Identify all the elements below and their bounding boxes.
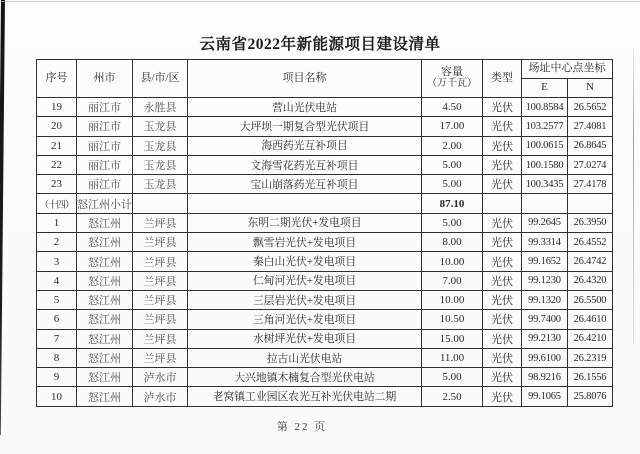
cell-latitude: 26.4742	[568, 252, 613, 271]
cell-county: 玉龙县	[133, 136, 188, 155]
cell-longitude: 99.1065	[522, 387, 568, 406]
cell-project-name: 文海雪花药光互补项目	[188, 155, 422, 174]
table-row	[37, 290, 613, 309]
cell-capacity: 5.00	[422, 155, 483, 174]
cell-county: 兰坪县	[133, 310, 188, 329]
cell-latitude: 27.4178	[568, 175, 613, 194]
cell-county	[133, 194, 188, 213]
cell-county: 玉龙县	[133, 155, 188, 174]
cell-latitude: 26.4552	[568, 233, 613, 252]
cell-index: 7	[37, 329, 77, 348]
cell-type: 光伏	[483, 252, 522, 271]
cell-type: 光伏	[483, 290, 522, 309]
cell-latitude: 26.4210	[568, 329, 613, 348]
cell-prefecture: 怒江州	[77, 213, 133, 232]
cell-longitude: 99.1320	[522, 290, 568, 309]
cell-latitude: 26.2319	[568, 348, 613, 367]
table-row	[37, 98, 613, 117]
cell-index: 2	[37, 233, 77, 252]
cell-latitude: 26.5652	[568, 98, 613, 117]
table-row	[37, 213, 613, 232]
cell-index: 9	[37, 368, 77, 387]
table-row	[37, 310, 613, 329]
table-row	[37, 233, 613, 252]
page-number: 第 22 页	[276, 421, 328, 433]
cell-project-name: 宝山崩落药光互补项目	[188, 175, 422, 194]
cell-prefecture: 怒江州	[77, 387, 133, 406]
cell-latitude: 26.8645	[568, 136, 613, 155]
cell-type: 光伏	[483, 155, 522, 174]
cell-index: 6	[37, 310, 77, 329]
cell-capacity: 11.00	[422, 348, 483, 367]
cell-latitude: 26.3950	[568, 213, 613, 232]
cell-capacity: 7.00	[422, 271, 483, 290]
cell-index: 8	[37, 348, 77, 367]
cell-project-name: 三角河光伏+发电项目	[188, 310, 422, 329]
projects-table	[36, 59, 613, 407]
cell-longitude: 99.7400	[522, 310, 568, 329]
cell-prefecture: 丽江市	[77, 117, 133, 136]
cell-index: 20	[37, 117, 77, 136]
cell-county: 泸水市	[133, 368, 188, 387]
cell-prefecture: 丽江市	[77, 136, 133, 155]
cell-longitude: 103.2577	[522, 117, 568, 136]
cell-county: 兰坪县	[133, 271, 188, 290]
table-row	[37, 155, 613, 174]
cell-longitude: 100.0615	[522, 136, 568, 155]
cell-prefecture: 丽江市	[77, 155, 133, 174]
cell-capacity: 15.00	[422, 329, 483, 348]
cell-county: 兰坪县	[133, 329, 188, 348]
table-body	[37, 98, 613, 407]
header-county: 县/市/区	[133, 60, 188, 98]
cell-latitude: 25.8076	[568, 387, 613, 406]
cell-index: 1	[37, 213, 77, 232]
cell-prefecture: 怒江州	[77, 348, 133, 367]
table-row	[37, 368, 613, 387]
document-title: 云南省2022年新能源项目建设清单	[199, 36, 441, 53]
cell-prefecture: 怒江州	[77, 233, 133, 252]
cell-county: 兰坪县	[133, 348, 188, 367]
cell-longitude: 99.2130	[522, 329, 568, 348]
header-capacity-line1: 容量	[441, 66, 463, 79]
cell-longitude: 98.9216	[522, 368, 568, 387]
cell-index: 21	[37, 136, 77, 155]
scan-right-edge-artifact	[633, 48, 634, 344]
header-longitude-e: E	[522, 79, 568, 98]
cell-prefecture: 丽江市	[77, 98, 133, 117]
cell-capacity: 5.00	[422, 175, 483, 194]
cell-type	[483, 194, 522, 213]
cell-prefecture: 怒江州	[77, 290, 133, 309]
table-row	[37, 252, 613, 271]
cell-capacity: 5.00	[422, 368, 483, 387]
cell-county: 永胜县	[133, 98, 188, 117]
table-row	[37, 136, 613, 155]
cell-capacity: 10.00	[422, 290, 483, 309]
cell-index: 23	[37, 175, 77, 194]
cell-index: 5	[37, 290, 77, 309]
cell-capacity: 17.00	[422, 117, 483, 136]
cell-project-name: 拉古山光伏电站	[188, 348, 422, 367]
cell-type: 光伏	[483, 271, 522, 290]
cell-longitude: 100.1580	[522, 155, 568, 174]
cell-project-name: 水树坪光伏+发电项目	[188, 329, 422, 348]
cell-type: 光伏	[483, 136, 522, 155]
cell-latitude: 27.0274	[568, 155, 613, 174]
projects-table-container	[36, 59, 613, 407]
cell-index: （十四）	[37, 194, 77, 213]
cell-longitude: 99.3314	[522, 233, 568, 252]
cell-longitude: 99.1230	[522, 271, 568, 290]
cell-prefecture: 怒江州	[77, 271, 133, 290]
header-index: 序号	[37, 60, 77, 98]
cell-project-name: 老窝镇工业园区农光互补光伏电站二期	[188, 387, 422, 406]
table-row	[37, 348, 613, 367]
cell-capacity: 87.10	[422, 194, 483, 213]
cell-capacity: 4.50	[422, 98, 483, 117]
cell-project-name: 秦白山光伏+发电项目	[188, 252, 422, 271]
cell-prefecture: 怒江州	[77, 368, 133, 387]
cell-project-name: 三层岩光伏+发电项目	[188, 290, 422, 309]
cell-county: 兰坪县	[133, 252, 188, 271]
cell-latitude: 26.4320	[568, 271, 613, 290]
cell-county: 玉龙县	[133, 117, 188, 136]
cell-project-name: 大兴地镇木楠复合型光伏电站	[188, 368, 422, 387]
cell-latitude: 26.1556	[568, 368, 613, 387]
scan-top-edge-artifact	[0, 1, 640, 2]
cell-type: 光伏	[483, 233, 522, 252]
cell-type: 光伏	[483, 329, 522, 348]
cell-type: 光伏	[483, 175, 522, 194]
table-row	[37, 271, 613, 290]
cell-longitude: 99.2645	[522, 213, 568, 232]
cell-longitude: 100.8584	[522, 98, 568, 117]
cell-type: 光伏	[483, 98, 522, 117]
header-project-name: 项目名称	[188, 60, 422, 98]
table-header	[37, 60, 613, 98]
cell-county: 玉龙县	[133, 175, 188, 194]
cell-index: 4	[37, 271, 77, 290]
cell-prefecture: 丽江市	[77, 175, 133, 194]
cell-type: 光伏	[483, 310, 522, 329]
cell-longitude: 99.1652	[522, 252, 568, 271]
cell-project-name: 营山光伏电站	[188, 98, 422, 117]
scan-left-edge-artifact	[0, 0, 5, 435]
cell-index: 3	[37, 252, 77, 271]
cell-prefecture: 怒江州小计	[77, 194, 133, 213]
table-row	[37, 329, 613, 348]
cell-capacity: 2.50	[422, 387, 483, 406]
cell-prefecture: 怒江州	[77, 329, 133, 348]
cell-project-name: 大坪坝一期复合型光伏项目	[188, 117, 422, 136]
table-row	[37, 117, 613, 136]
cell-longitude: 99.6100	[522, 348, 568, 367]
cell-project-name: 海西药光互补项目	[188, 136, 422, 155]
cell-longitude: 100.3435	[522, 175, 568, 194]
cell-capacity: 10.00	[422, 252, 483, 271]
cell-type: 光伏	[483, 117, 522, 136]
header-type: 类型	[483, 60, 522, 98]
header-capacity-line2: （万千瓦）	[427, 78, 477, 90]
cell-capacity: 8.00	[422, 233, 483, 252]
cell-type: 光伏	[483, 348, 522, 367]
cell-county: 泸水市	[133, 387, 188, 406]
table-row	[37, 387, 613, 406]
cell-latitude: 27.4081	[568, 117, 613, 136]
header-capacity	[422, 60, 483, 98]
cell-latitude: 26.5500	[568, 290, 613, 309]
cell-prefecture: 怒江州	[77, 252, 133, 271]
cell-capacity: 10.50	[422, 310, 483, 329]
cell-capacity: 2.00	[422, 136, 483, 155]
cell-latitude: 26.4610	[568, 310, 613, 329]
table-row	[37, 194, 613, 213]
cell-project-name	[188, 194, 422, 213]
cell-index: 10	[37, 387, 77, 406]
cell-index: 22	[37, 155, 77, 174]
cell-prefecture: 怒江州	[77, 310, 133, 329]
cell-project-name: 飘雪岩光伏+发电项目	[188, 233, 422, 252]
cell-type: 光伏	[483, 213, 522, 232]
cell-index: 19	[37, 98, 77, 117]
cell-project-name: 仁甸河光伏+发电项目	[188, 271, 422, 290]
cell-capacity: 5.00	[422, 213, 483, 232]
header-site-coordinates: 场址中心点坐标	[522, 60, 613, 79]
header-prefecture: 州市	[77, 60, 133, 98]
table-row	[37, 175, 613, 194]
cell-county: 兰坪县	[133, 213, 188, 232]
cell-longitude	[522, 194, 568, 213]
cell-county: 兰坪县	[133, 290, 188, 309]
cell-type: 光伏	[483, 368, 522, 387]
cell-type: 光伏	[483, 387, 522, 406]
cell-county: 兰坪县	[133, 233, 188, 252]
cell-latitude	[568, 194, 613, 213]
cell-project-name: 东明二期光伏+发电项目	[188, 213, 422, 232]
header-latitude-n: N	[568, 79, 613, 98]
